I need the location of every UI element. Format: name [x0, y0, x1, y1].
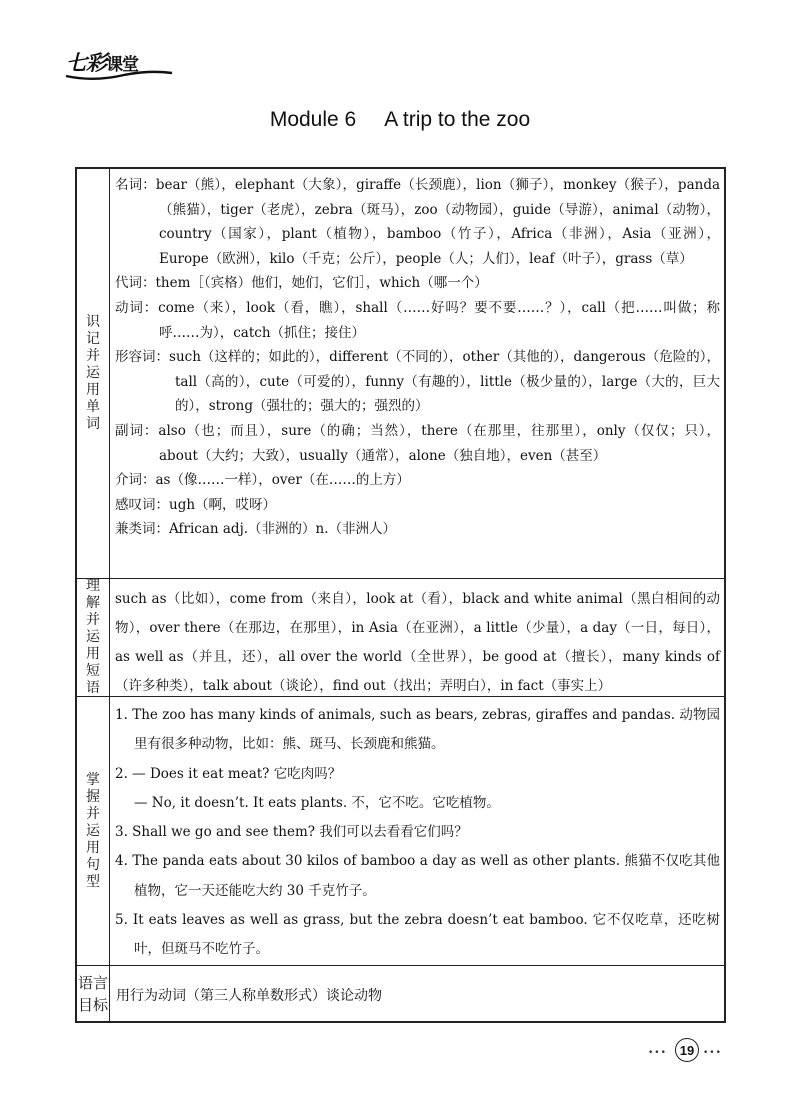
module-number: Module 6	[269, 108, 357, 131]
vocab-text: such（这样的；如此的），different（不同的），other（其他的），dangerous（危险的），tall（高的），cute（可爱的），funny（有趣的），little（极少量的），large（大的，巨大的），strong（强壮的；强大的；强烈的）	[169, 349, 721, 415]
vocab-text: bear（熊），elephant（大象），giraffe（长颈鹿），lion（狮子），monkey（猴子），panda（熊猫），tiger（老虎），zebra（斑马），zoo（动物园），guide（导游），animal（动物），country（国家），plant（植物），bamboo（竹子），Africa（非洲），Asia（亚洲），Europe（欧洲），kilo（千克；公斤），people（人；人们），leaf（叶子），grass（草）	[155, 177, 721, 267]
vocab-interjections	[115, 493, 720, 518]
sentence-item: 4. The panda eats about 30 kilos of bamboo a day as well as other plants. 熊猫不仅吃其他植物，它一天还能吃大约 30 千克竹子。	[115, 853, 720, 899]
goal-content	[110, 966, 724, 1021]
phrase-list: such as（比如），come from（来自），look at（看），black and white animal（黑白相间的动物），over there（在那边，在那里），in Asia（在亚洲），a little（少量），a day（一日，每日），as well as（并且，还），all over the world（全世界），be good at（擅长），many kinds of（许多种类），talk about（谈论），find out（找出；弄明白），in fact（事实上）	[115, 591, 720, 694]
dots-decoration-right: •••	[703, 1048, 722, 1058]
logo-main: 七彩	[66, 51, 106, 75]
phrase-label: 理解并运用短语	[86, 578, 100, 696]
vocabulary-table	[75, 167, 726, 1023]
vocab-category: 感叹词：	[115, 496, 169, 513]
vocab-category: 动词：	[115, 299, 159, 316]
sentence-item: 5. It eats leaves as well as grass, but the zebra doesn’t eat bamboo. 它不仅吃草，还吃树叶，但斑马不吃竹子。	[115, 912, 720, 958]
vocab-category: 介词：	[115, 472, 156, 489]
vocab-category: 副词：	[115, 422, 159, 439]
phrase-row	[77, 578, 724, 696]
page-number: 19	[675, 1038, 699, 1062]
vocab-text: ugh（啊，哎呀）	[169, 496, 277, 513]
page-title	[0, 108, 800, 132]
vocab-text: as（像……一样），over（在……的上方）	[155, 472, 410, 489]
vocab-text: African adj.（非洲的）n.（非洲人）	[169, 521, 397, 538]
logo-text	[66, 47, 138, 77]
vocab-text: come（来），look（看，瞧），shall（……好吗？要不要……？），call（把……叫做；称呼……为），catch（抓住；接住）	[158, 299, 720, 341]
vocab-label-cell	[77, 169, 110, 578]
vocab-category: 代词：	[115, 275, 156, 292]
vocab-multi-class	[115, 517, 720, 542]
vocab-row	[77, 169, 724, 578]
sentence-label: 掌握并运用句型	[86, 771, 100, 890]
vocab-category: 名词：	[115, 177, 156, 193]
vocab-pronouns	[115, 271, 720, 296]
vocab-adverbs	[115, 419, 720, 468]
vocab-text: also（也；而且），sure（的确；当然），there（在那里，往那里），only（仅仅；只），about（大约；大致），usually（通常），alone（独自地），even（甚至）	[158, 422, 721, 464]
sentence-item: 2. — Does it eat meat? 它吃肉吗？	[115, 765, 342, 782]
phrase-content	[110, 579, 724, 696]
goal-text: 用行为动词（第三人称单数形式）谈论动物	[116, 988, 382, 1004]
vocab-text: them［（宾格）他们，她们，它们］，which（哪一个）	[155, 275, 488, 292]
sentence-label-cell	[77, 697, 110, 965]
page-number-badge	[648, 1038, 726, 1064]
vocab-category: 形容词：	[115, 349, 170, 366]
vocab-category: 兼类词：	[115, 521, 169, 538]
vocab-content	[110, 169, 724, 578]
goal-label: 语言目标	[78, 973, 109, 1014]
vocab-label: 识记并运用单词	[86, 314, 100, 432]
sentence-content	[110, 697, 724, 965]
vocab-verbs	[115, 296, 720, 345]
vocab-adjectives	[115, 345, 720, 419]
logo-sub: 课堂	[106, 55, 138, 75]
goal-label-cell	[77, 966, 110, 1021]
goal-row	[77, 965, 724, 1021]
vocab-nouns	[115, 173, 720, 271]
module-topic: A trip to the zoo	[384, 108, 531, 131]
sentence-row	[77, 696, 724, 965]
dots-decoration-left: •••	[648, 1048, 667, 1058]
phrase-label-cell	[77, 579, 110, 696]
sentence-item: 1. The zoo has many kinds of animals, such as bears, zebras, giraffes and pandas. 动物园里有很多种动物，比如：熊、斑马、长颈鹿和熊猫。	[115, 707, 720, 753]
sentence-item: — No, it doesn’t. It eats plants. 不，它不吃。它吃植物。	[134, 794, 500, 811]
vocab-prepositions	[115, 468, 720, 493]
sentence-item: 3. Shall we go and see them? 我们可以去看看它们吗？	[115, 824, 468, 841]
